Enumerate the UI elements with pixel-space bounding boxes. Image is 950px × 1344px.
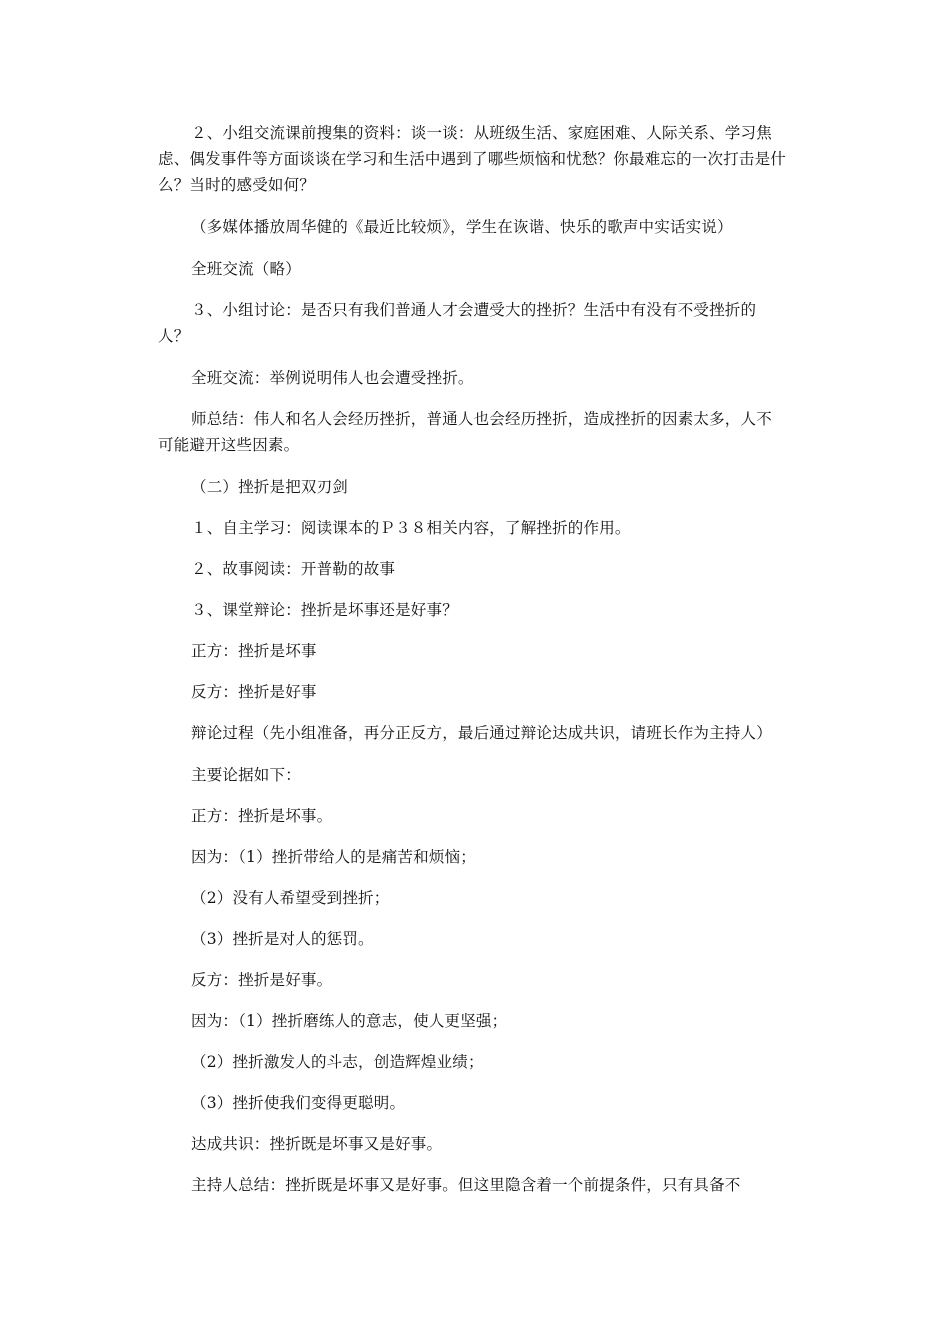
paragraph-debate-process: 辩论过程（先小组准备，再分正反方，最后通过辩论达成共识，请班长作为主持人）	[191, 724, 772, 742]
paragraph-affirmative-claim: 正方：挫折是坏事。	[191, 807, 333, 825]
paragraph-self-study: １、自主学习：阅读课本的Ｐ３８相关内容，了解挫折的作用。	[191, 519, 631, 537]
paragraph-class-exchange-examples: 全班交流：举例说明伟人也会遭受挫折。	[191, 369, 474, 387]
paragraph-negative-reason-1: 因为：（1）挫折磨练人的意志，使人更坚强；	[191, 1012, 508, 1030]
paragraph-teacher-summary: 师总结：伟人和名人会经历挫折，普通人也会经历挫折，造成挫折的因素太多，人不可能避开这些因素。	[158, 410, 772, 454]
paragraph-consensus: 达成共识：挫折既是坏事又是好事。	[191, 1135, 443, 1153]
paragraph-negative-reason-2: （2）挫折激发人的斗志，创造辉煌业绩；	[191, 1053, 484, 1071]
paragraph-negative-claim: 反方：挫折是好事。	[191, 971, 333, 989]
paragraph-group-discussion-materials: ２、小组交流课前搜集的资料：谈一谈：从班级生活、家庭困难、人际关系、学习焦虑、偶发事件等方面谈谈在学习和生活中遇到了哪些烦恼和忧愁？你最难忘的一次打击是什么？当时的感受如何？	[158, 124, 787, 194]
paragraph-negative-reason-3: （3）挫折使我们变得更聪明。	[191, 1094, 406, 1112]
section-heading-double-edged-sword: （二）挫折是把双刃剑	[191, 478, 349, 496]
paragraph-main-arguments: 主要论据如下：	[191, 766, 301, 784]
paragraph-negative-side: 反方：挫折是好事	[191, 683, 317, 701]
paragraph-class-exchange-omitted: 全班交流（略）	[191, 260, 301, 278]
paragraph-host-summary: 主持人总结：挫折既是坏事又是好事。但这里隐含着一个前提条件，只有具备不	[191, 1176, 741, 1194]
paragraph-story-reading: ２、故事阅读：开普勒的故事	[191, 560, 396, 578]
paragraph-affirmative-reason-3: （3）挫折是对人的惩罚。	[191, 930, 374, 948]
paragraph-affirmative-reason-2: （2）没有人希望受到挫折；	[191, 889, 390, 907]
paragraph-group-discussion-question: ３、小组讨论：是否只有我们普通人才会遭受大的挫折？生活中有没有不受挫折的人？	[158, 301, 757, 345]
paragraph-affirmative-side: 正方：挫折是坏事	[191, 642, 317, 660]
paragraph-multimedia-song: （多媒体播放周华健的《最近比较烦》，学生在诙谐、快乐的歌声中实话实说）	[191, 218, 733, 236]
paragraph-affirmative-reason-1: 因为：（1）挫折带给人的是痛苦和烦恼；	[191, 848, 476, 866]
paragraph-classroom-debate: ３、课堂辩论：挫折是坏事还是好事？	[191, 601, 458, 619]
